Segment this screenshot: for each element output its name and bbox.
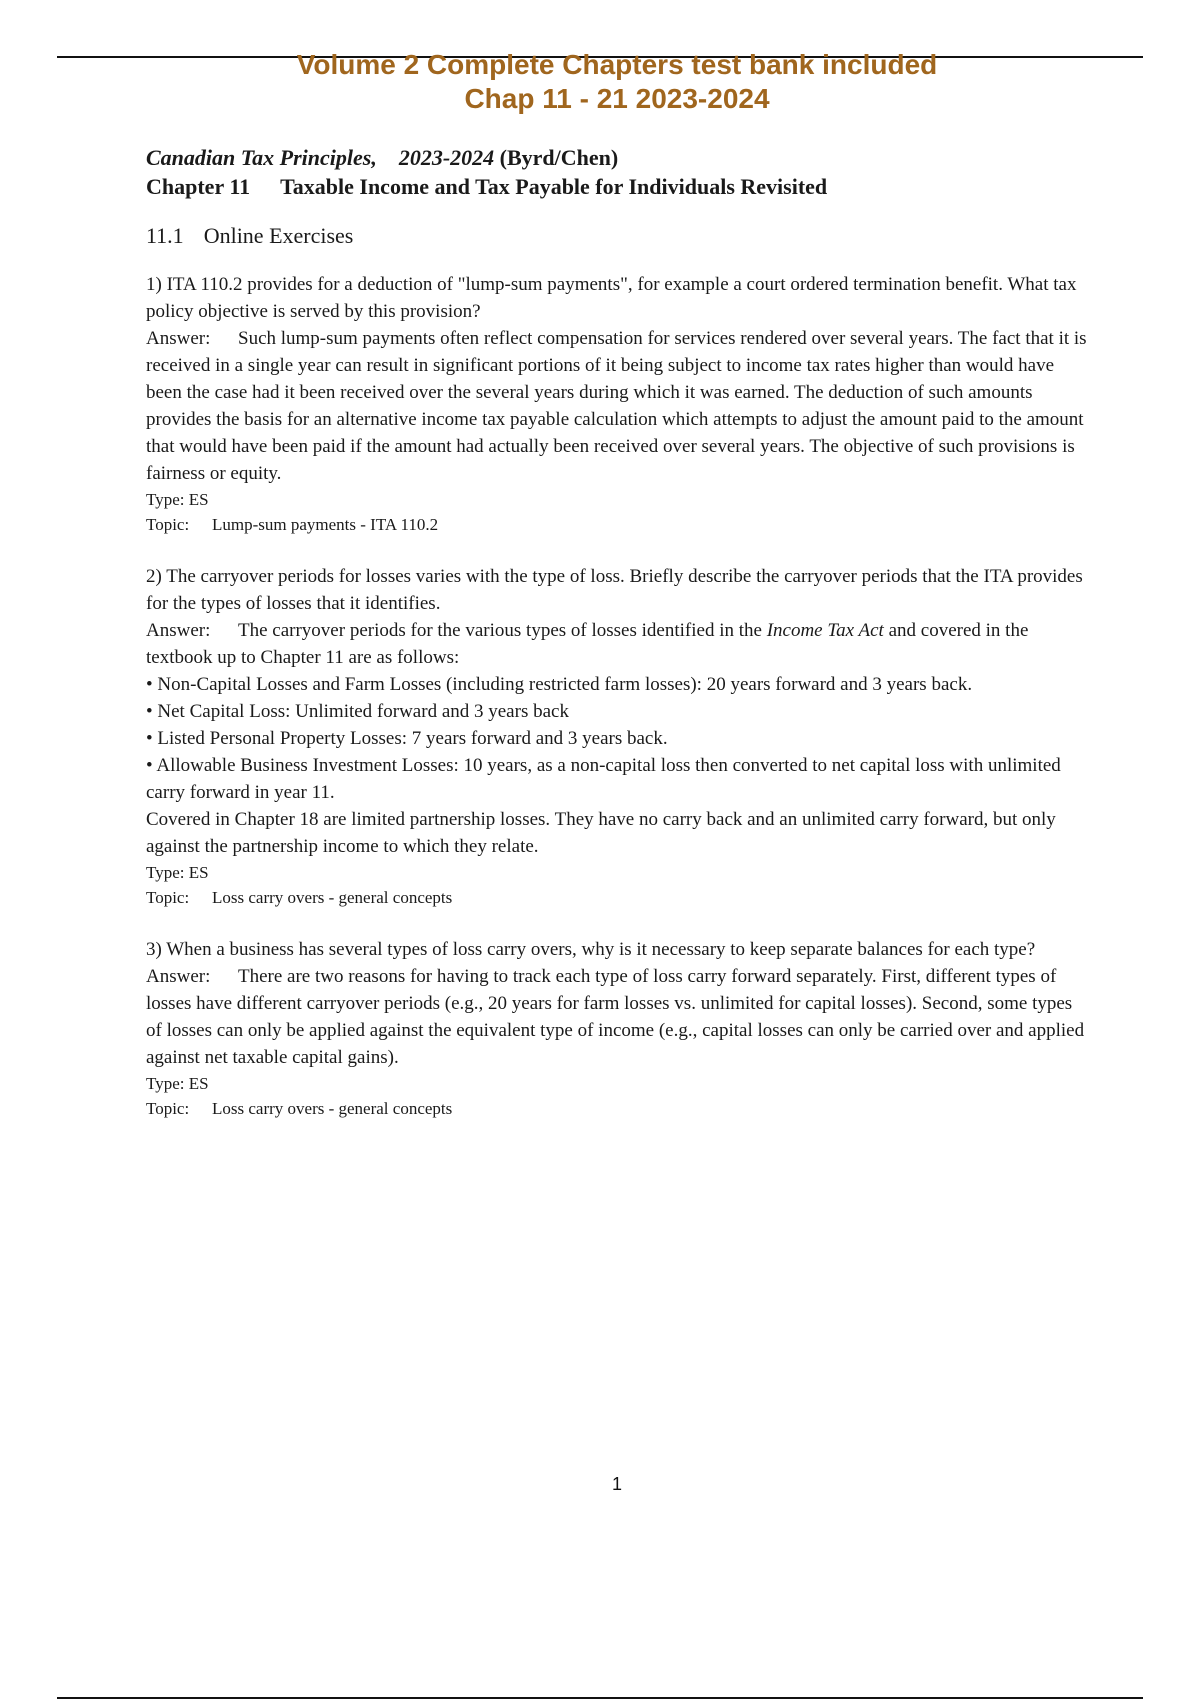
answer-body-italic: Income Tax Act bbox=[766, 620, 884, 641]
section-title: Online Exercises bbox=[203, 223, 354, 248]
question-block-1 bbox=[146, 271, 1090, 537]
section-number: 11.1 bbox=[146, 223, 184, 248]
book-citation bbox=[146, 143, 1090, 173]
topic-value: Lump-sum payments - ITA 110.2 bbox=[212, 515, 439, 534]
answer-label: Answer: bbox=[146, 620, 211, 641]
answer-body-end: and covered in the textbook up to Chapter 11 are as follows: bbox=[146, 620, 1029, 668]
answer-text bbox=[146, 963, 1090, 1071]
banner-line-2: Chap 11 - 21 2023-2024 bbox=[464, 83, 770, 114]
question-topic bbox=[146, 885, 1090, 910]
answer-label: Answer: bbox=[146, 966, 211, 987]
book-year: 2023-2024 bbox=[398, 145, 495, 170]
answer-body-start: The carryover periods for the various types of losses identified in the bbox=[238, 620, 767, 641]
question-type: Type: ES bbox=[146, 490, 209, 509]
topic-value: Loss carry overs - general concepts bbox=[212, 1099, 453, 1118]
question-topic bbox=[146, 1096, 1090, 1121]
question-type: Type: ES bbox=[146, 1074, 209, 1093]
page-content bbox=[146, 143, 1090, 1121]
chapter-label: Chapter 11 bbox=[146, 174, 251, 199]
bullet-item-3: • Listed Personal Property Losses: 7 years forward and 3 years back. bbox=[146, 728, 668, 749]
topic-label: Topic: bbox=[146, 1099, 190, 1118]
book-authors: (Byrd/Chen) bbox=[499, 145, 619, 170]
book-title: Canadian Tax Principles, bbox=[146, 145, 377, 170]
question-block-3 bbox=[146, 936, 1090, 1121]
question-type: Type: ES bbox=[146, 863, 209, 882]
page-number: 1 bbox=[611, 1474, 622, 1494]
question-text: 3) When a business has several types of loss carry overs, why is it necessary to keep separate balances for each type? bbox=[146, 939, 1036, 960]
promo-banner bbox=[0, 48, 1200, 116]
answer-body: Such lump-sum payments often reflect compensation for services rendered over several years. The fact that it is received in a single year can result in significant portions of it being subject to income tax rates higher than would have been the case had it been received over the several years during which it was earned. The deduction of such amounts provides the basis for an alternative income tax payable calculation which attempts to adjust the amount paid to the amount that would have been paid if the amount had actually been received over several years. The objective of such provisions is fairness or equity. bbox=[146, 328, 1087, 484]
answer-extra: Covered in Chapter 18 are limited partnership losses. They have no carry back and an unlimited carry forward, but only against the partnership income to which they relate. bbox=[146, 809, 1056, 857]
bullet-item-4: • Allowable Business Investment Losses: 10 years, as a non-capital loss then converted to net capital loss with unlimited carry forward in year 11. bbox=[146, 755, 1061, 803]
answer-body: There are two reasons for having to track each type of loss carry forward separately. First, different types of losses have different carryover periods (e.g., 20 years for farm losses vs. unlimited for capital losses). Second, some types of losses can only be applied against the equivalent type of income (e.g., capital losses can only be carried over and applied against net taxable capital gains). bbox=[146, 966, 1085, 1068]
topic-label: Topic: bbox=[146, 888, 190, 907]
question-block-2 bbox=[146, 563, 1090, 910]
bullet-item-1: • Non-Capital Losses and Farm Losses (including restricted farm losses): 20 years forward and 3 years back. bbox=[146, 674, 973, 695]
bottom-rule bbox=[57, 1697, 1143, 1699]
topic-label: Topic: bbox=[146, 515, 190, 534]
section-heading bbox=[146, 221, 1090, 251]
answer-text bbox=[146, 617, 1090, 671]
question-text: 2) The carryover periods for losses varies with the type of loss. Briefly describe the carryover periods that the ITA provides for the types of losses that it identifies. bbox=[146, 566, 1083, 614]
answer-label: Answer: bbox=[146, 328, 211, 349]
question-text: 1) ITA 110.2 provides for a deduction of "lump-sum payments", for example a court ordered termination benefit. What tax policy objective is served by this provision? bbox=[146, 274, 1077, 322]
chapter-heading bbox=[146, 173, 1090, 201]
banner-line-1: Volume 2 Complete Chapters test bank included bbox=[296, 49, 938, 80]
question-topic bbox=[146, 512, 1090, 537]
chapter-title: Taxable Income and Tax Payable for Individuals Revisited bbox=[280, 174, 828, 199]
answer-text bbox=[146, 325, 1090, 487]
bullet-item-2: • Net Capital Loss: Unlimited forward and 3 years back bbox=[146, 701, 569, 722]
topic-value: Loss carry overs - general concepts bbox=[212, 888, 453, 907]
